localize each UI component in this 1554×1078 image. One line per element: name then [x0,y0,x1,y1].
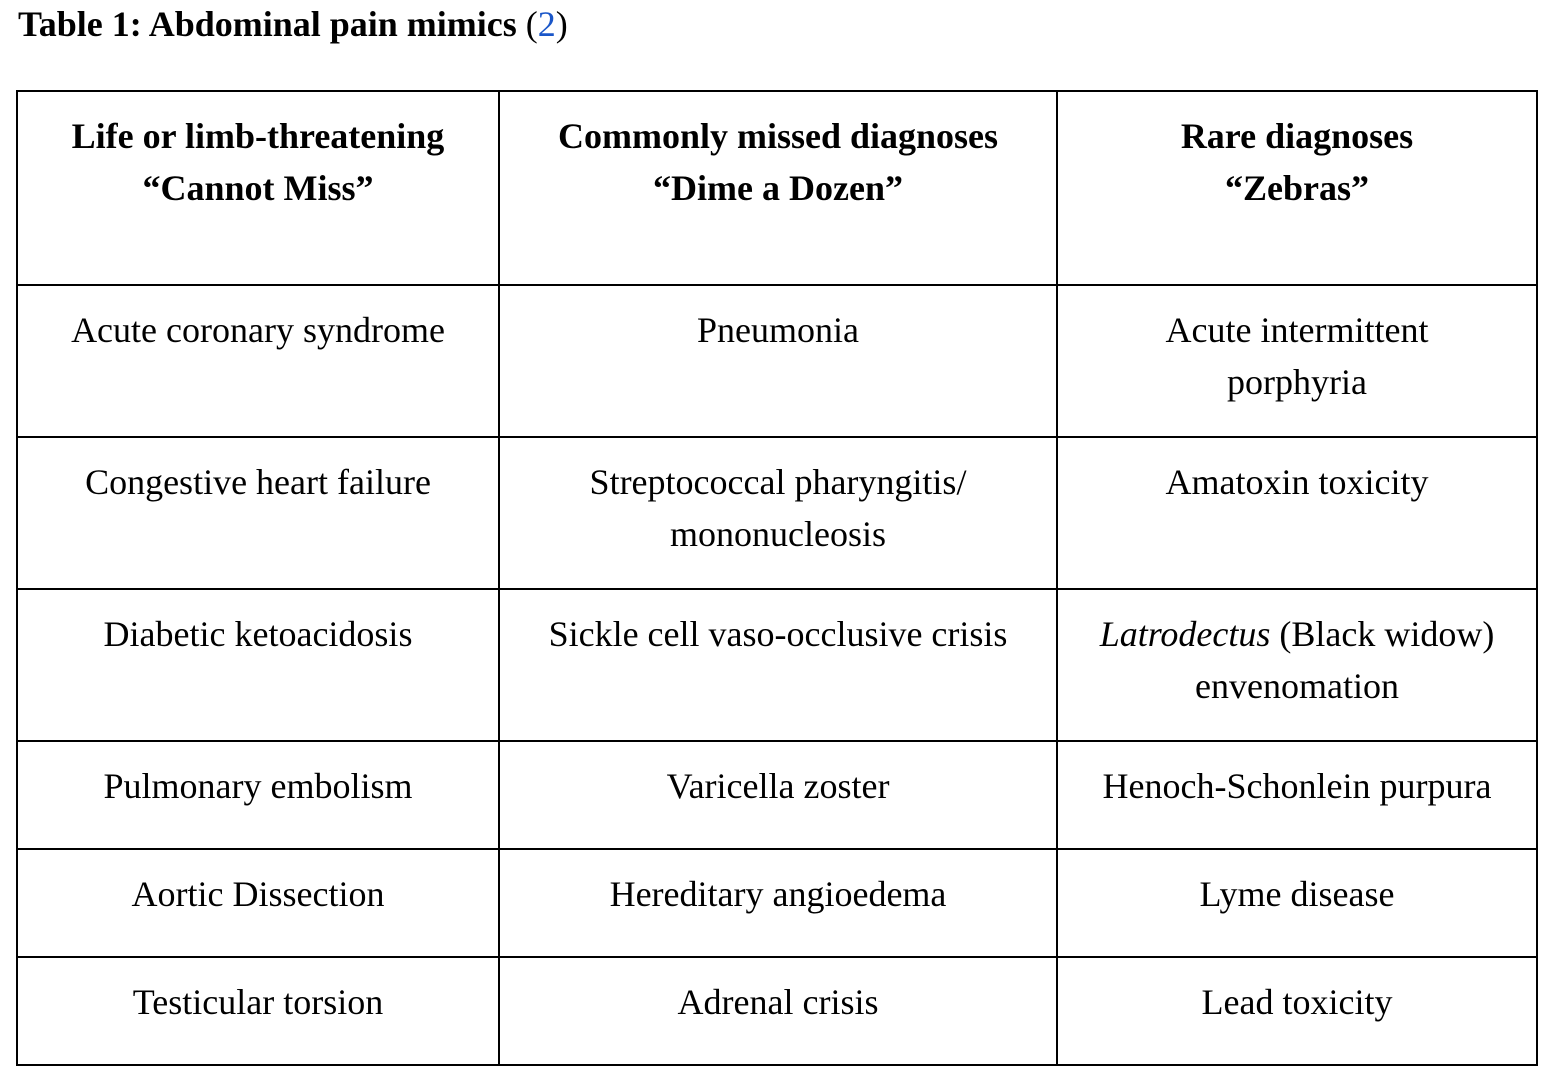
cell-zebras: Amatoxin toxicity [1057,437,1537,589]
reference-link[interactable]: 2 [537,4,556,44]
header-row [17,91,1537,285]
table-row [17,849,1537,957]
mimics-table [16,90,1538,1066]
cell-zebras: Henoch-Schonlein purpura [1057,741,1537,849]
table-row [17,437,1537,589]
header-zebras: Rare diagnoses “Zebras” [1057,91,1537,285]
cell-zebras: Latrodectus (Black widow) envenomation [1057,589,1537,741]
table-caption [18,2,568,46]
cell-cannot-miss: Aortic Dissection [17,849,499,957]
table-row [17,957,1537,1065]
cell-zebras: Acute intermittent porphyria [1057,285,1537,437]
table-row [17,285,1537,437]
cell-dime-a-dozen: Hereditary angioedema [499,849,1057,957]
table-row [17,741,1537,849]
cell-cannot-miss: Diabetic ketoacidosis [17,589,499,741]
cell-cannot-miss: Pulmonary embolism [17,741,499,849]
cell-dime-a-dozen: Pneumonia [499,285,1057,437]
header-dime-a-dozen: Commonly missed diagnoses “Dime a Dozen” [499,91,1057,285]
cell-dime-a-dozen: Adrenal crisis [499,957,1057,1065]
cell-dime-a-dozen: Streptococcal pharyngitis/ mononucleosis [499,437,1057,589]
cell-cannot-miss: Acute coronary syndrome [17,285,499,437]
table-row [17,589,1537,741]
header-cannot-miss: Life or limb-threatening “Cannot Miss” [17,91,499,285]
caption-reference: (2) [525,4,568,44]
cell-cannot-miss: Testicular torsion [17,957,499,1065]
cell-zebras: Lead toxicity [1057,957,1537,1065]
cell-zebras: Lyme disease [1057,849,1537,957]
cell-cannot-miss: Congestive heart failure [17,437,499,589]
caption-label: Table 1: Abdominal pain mimics [18,4,517,44]
cell-dime-a-dozen: Sickle cell vaso-occlusive crisis [499,589,1057,741]
cell-dime-a-dozen: Varicella zoster [499,741,1057,849]
genus-name: Latrodectus [1099,614,1271,654]
